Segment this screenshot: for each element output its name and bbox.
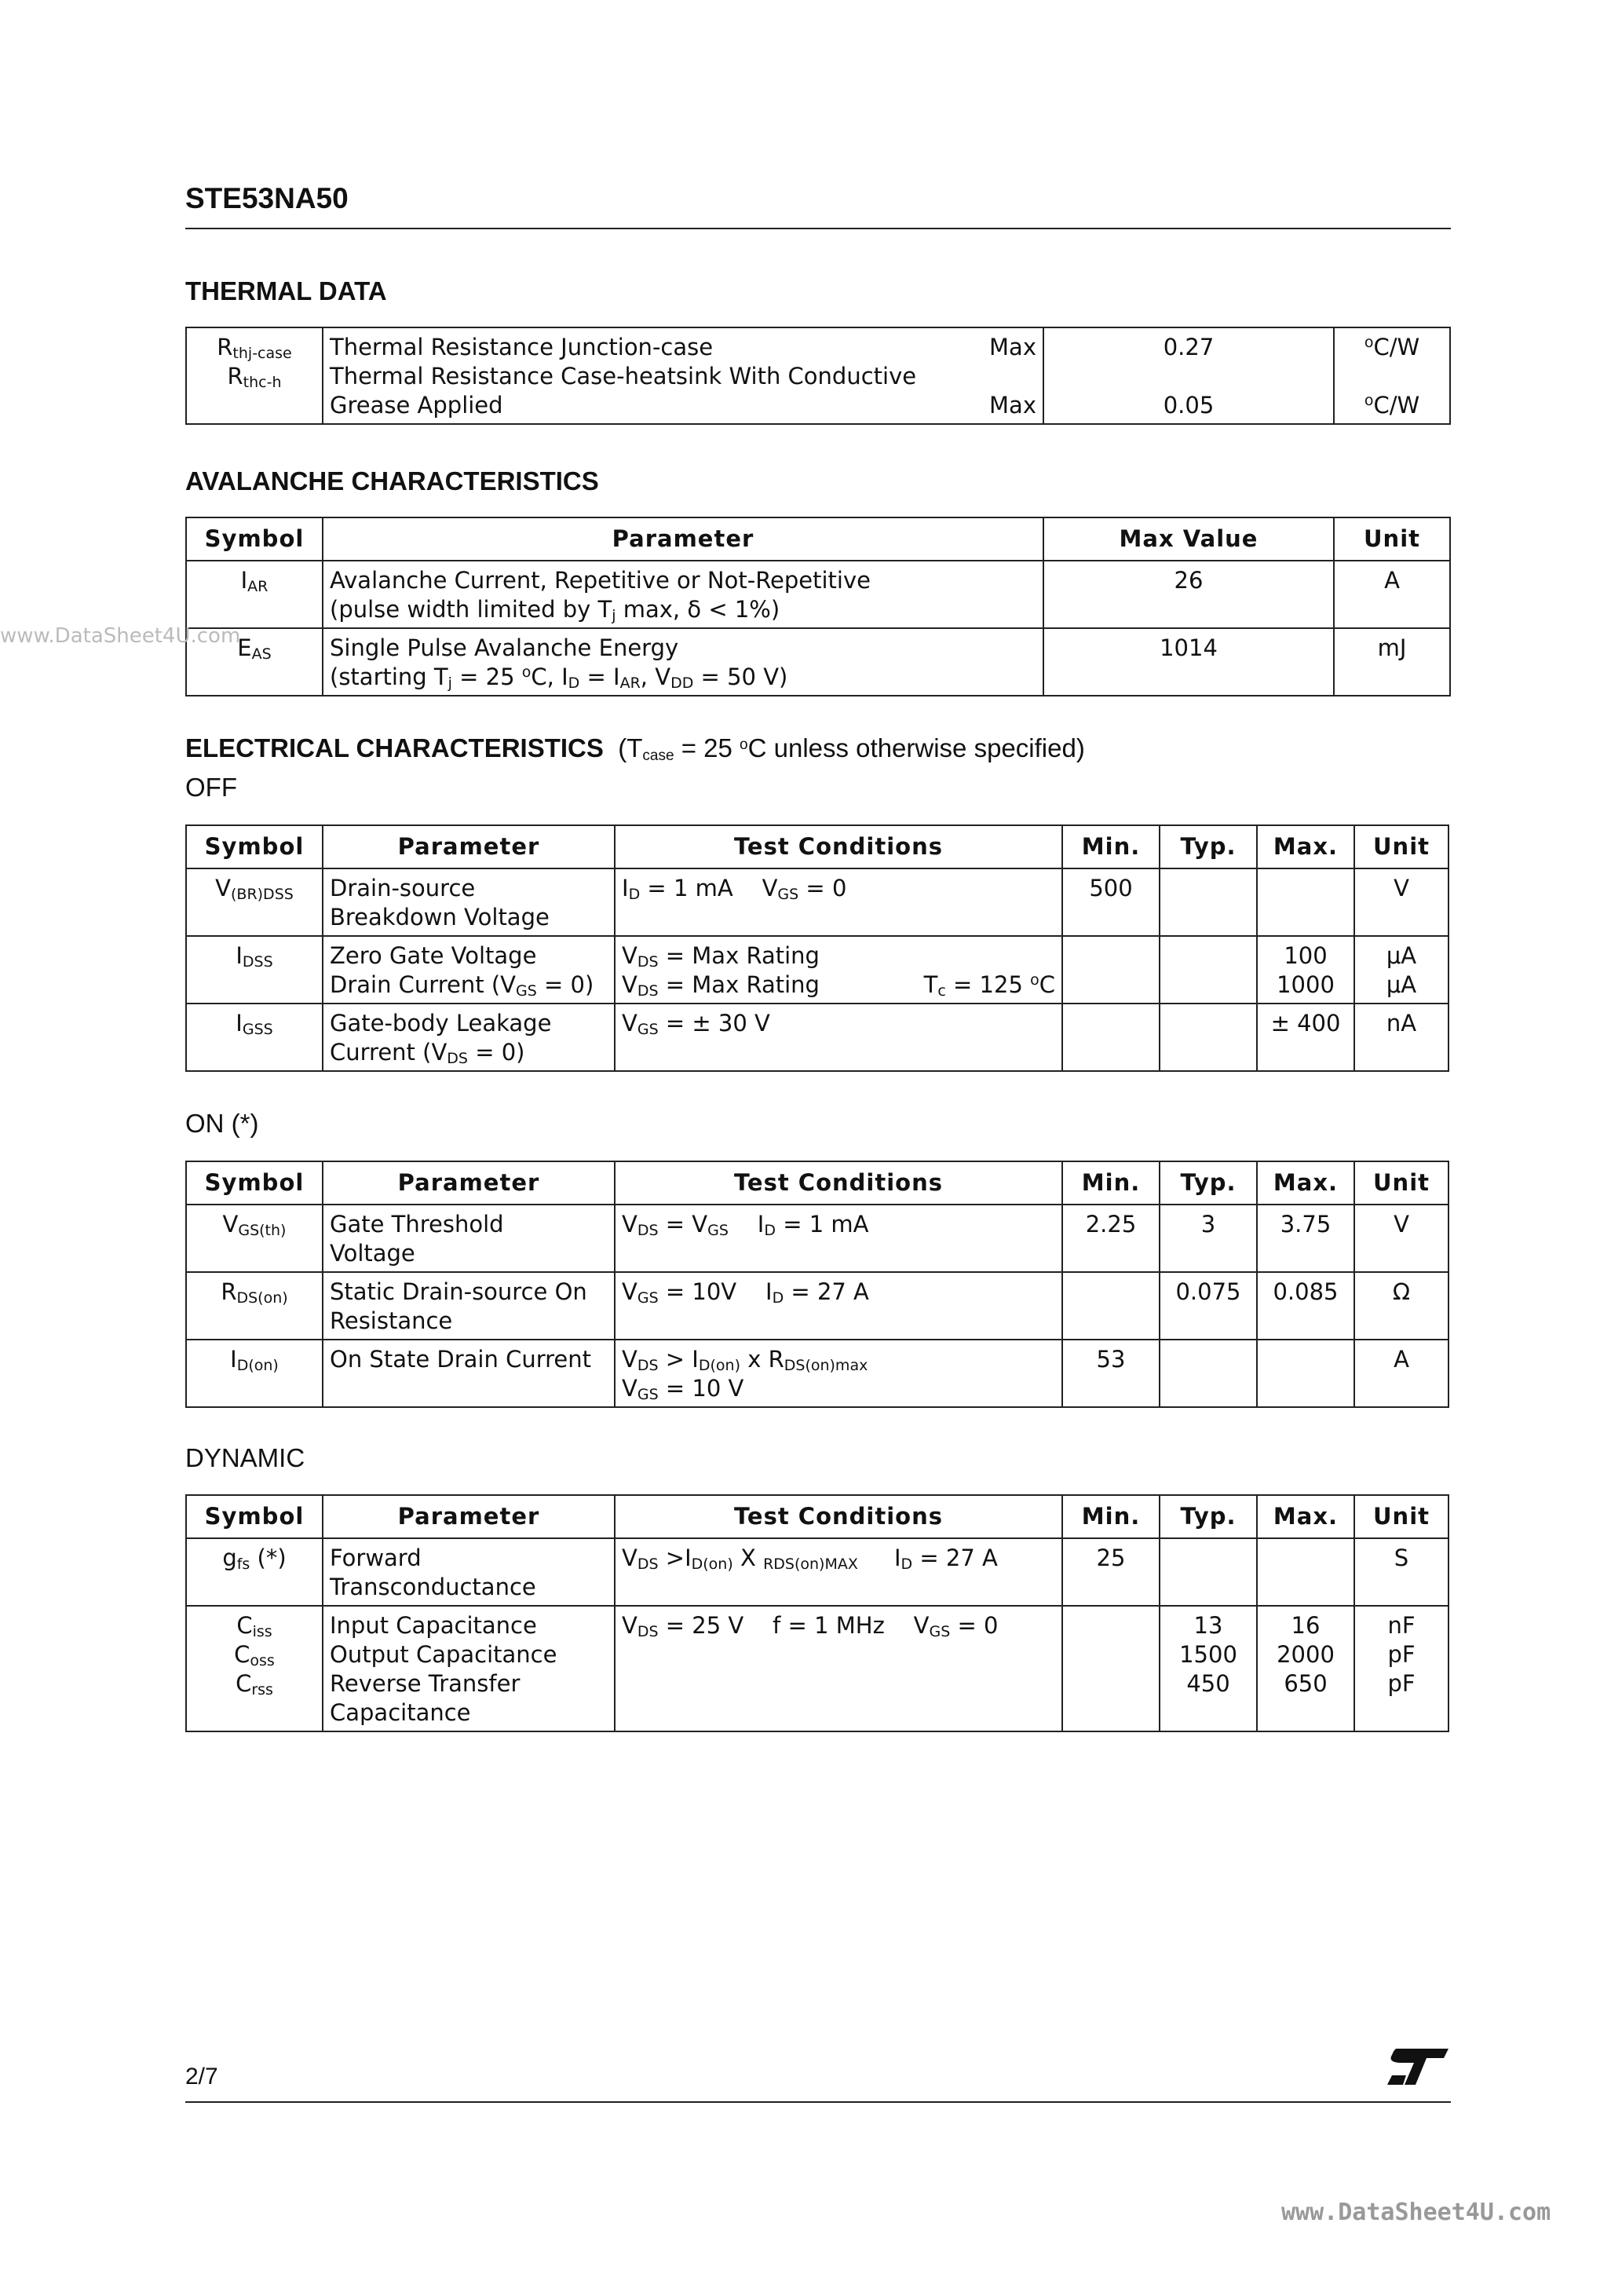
section-title-thermal: THERMAL DATA — [185, 276, 387, 305]
unit-cell: nF pF pF — [1354, 1606, 1448, 1731]
dynamic-table — [185, 1494, 1449, 1732]
parameter-cell: Avalanche Current, Repetitive or Not-Repetitive (pulse width limited by $T_j$ max, δ < 1%) — [323, 561, 1043, 628]
col-header-max: Max. — [1257, 1495, 1354, 1538]
parameter-cell: On State Drain Current — [323, 1340, 615, 1407]
symbol-cell: $V_{(BR)DSS}$ — [186, 868, 323, 936]
table-row — [186, 1205, 1448, 1272]
value-cell: 0.27 0.05 — [1043, 327, 1334, 424]
table-row — [186, 1340, 1448, 1407]
col-header-max: Max. — [1257, 825, 1354, 868]
min-cell — [1062, 1272, 1160, 1340]
unit-cell: $^o$C/W $^o$C/W — [1334, 327, 1450, 424]
typ-cell — [1160, 936, 1257, 1004]
col-header-typ: Typ. — [1160, 825, 1257, 868]
header-row — [186, 1161, 1448, 1205]
header-rule — [185, 228, 1451, 229]
min-cell: 25 — [1062, 1538, 1160, 1606]
watermark-left: www.DataSheet4U.com — [0, 624, 241, 648]
test-conditions-cell: $V_{DS} = 25$ V f = 1 MHz $V_{GS} = 0$ — [615, 1606, 1062, 1731]
symbol-cell: $E_{AS}$ — [186, 628, 323, 696]
part-number: STE53NA50 — [185, 182, 349, 214]
off-table — [185, 824, 1449, 1072]
header-row — [186, 517, 1450, 561]
max-cell: ± 400 — [1257, 1004, 1354, 1071]
unit-cell: μA μA — [1354, 936, 1448, 1004]
symbol-cell: $R_{thj-case}$ $R_{thc-h}$ — [186, 327, 323, 424]
unit-cell: mJ — [1334, 628, 1450, 696]
avalanche-table — [185, 517, 1451, 696]
symbol-cell: $g_{fs}$ (*) — [186, 1538, 323, 1606]
test-conditions-cell: $I_D = 1$ mA $V_{GS} = 0$ — [615, 868, 1062, 936]
max-cell — [1257, 868, 1354, 936]
test-conditions-cell: $V_{DS} = V_{GS}$ $I_D = 1$ mA — [615, 1205, 1062, 1272]
col-header-test-conditions: Test Conditions — [615, 1161, 1062, 1205]
header-row — [186, 825, 1448, 868]
col-header-unit: Unit — [1354, 1161, 1448, 1205]
max-cell — [1257, 1538, 1354, 1606]
col-header-min: Min. — [1062, 825, 1160, 868]
col-header-parameter: Parameter — [323, 517, 1043, 561]
thermal-table — [185, 327, 1451, 425]
electrical-conditions: ($T_{case} = 25$ $^o$C unless otherwise specified) — [618, 733, 1085, 764]
symbol-cell: $I_{DSS}$ — [186, 936, 323, 1004]
subsection-off: OFF — [185, 773, 237, 802]
parameter-cell: Thermal Resistance Junction-case Max Thermal Resistance Case-heatsink With Conductive Grease Applied Max — [323, 327, 1043, 424]
table-row — [186, 561, 1450, 628]
parameter-cell: Forward Transconductance — [323, 1538, 615, 1606]
unit-cell: A — [1354, 1340, 1448, 1407]
parameter-cell: Input Capacitance Output Capacitance Reverse Transfer Capacitance — [323, 1606, 615, 1731]
parameter-cell: Zero Gate Voltage Drain Current $(V_{GS} = 0)$ — [323, 936, 615, 1004]
table-row — [186, 936, 1448, 1004]
max-cell: 0.085 — [1257, 1272, 1354, 1340]
typ-cell — [1160, 1340, 1257, 1407]
typ-cell: 0.075 — [1160, 1272, 1257, 1340]
col-header-parameter: Parameter — [323, 1161, 615, 1205]
parameter-cell: Static Drain-source On Resistance — [323, 1272, 615, 1340]
col-header-max-value: Max Value — [1043, 517, 1334, 561]
subsection-on: ON (*) — [185, 1109, 259, 1138]
table-row — [186, 1538, 1448, 1606]
min-cell — [1062, 936, 1160, 1004]
subsection-dynamic: DYNAMIC — [185, 1443, 305, 1472]
col-header-symbol: Symbol — [186, 1495, 323, 1538]
max-cell — [1257, 1340, 1354, 1407]
unit-cell: nA — [1354, 1004, 1448, 1071]
typ-cell: 3 — [1160, 1205, 1257, 1272]
header-row — [186, 1495, 1448, 1538]
section-title-electrical: ELECTRICAL CHARACTERISTICS ($T_{case} = 25$ $^o$C unless otherwise specified) — [185, 733, 1085, 764]
col-header-symbol: Symbol — [186, 517, 323, 561]
col-header-min: Min. — [1062, 1161, 1160, 1205]
col-header-symbol: Symbol — [186, 825, 323, 868]
min-cell — [1062, 1606, 1160, 1731]
on-table — [185, 1161, 1449, 1408]
col-header-test-conditions: Test Conditions — [615, 825, 1062, 868]
unit-cell: V — [1354, 1205, 1448, 1272]
unit-cell: V — [1354, 868, 1448, 936]
typ-cell — [1160, 868, 1257, 936]
col-header-unit: Unit — [1334, 517, 1450, 561]
parameter-cell: Single Pulse Avalanche Energy (starting $T_j = 25$ $^o$C, $I_D = I_{AR}$, $V_{DD} = 50$ V) — [323, 628, 1043, 696]
unit-cell: Ω — [1354, 1272, 1448, 1340]
symbol-cell: $C_{iss}$ $C_{oss}$ $C_{rss}$ — [186, 1606, 323, 1731]
col-header-symbol: Symbol — [186, 1161, 323, 1205]
typ-cell — [1160, 1538, 1257, 1606]
max-cell: 3.75 — [1257, 1205, 1354, 1272]
test-conditions-cell: $V_{DS} >I_{D(on)}$ X $_{RDS(on)MAX}$ $I_D = 27$ A — [615, 1538, 1062, 1606]
unit-cell: A — [1334, 561, 1450, 628]
col-header-max: Max. — [1257, 1161, 1354, 1205]
table-row — [186, 628, 1450, 696]
symbol-cell: $V_{GS(th)}$ — [186, 1205, 323, 1272]
max-cell: 16 2000 650 — [1257, 1606, 1354, 1731]
table-row — [186, 1272, 1448, 1340]
col-header-typ: Typ. — [1160, 1495, 1257, 1538]
section-title-avalanche: AVALANCHE CHARACTERISTICS — [185, 466, 599, 495]
test-conditions-cell: $V_{DS}$ = Max Rating $V_{DS}$ = Max Rating $T_c = 125$ $^o$C — [615, 936, 1062, 1004]
col-header-parameter: Parameter — [323, 825, 615, 868]
symbol-cell: $R_{DS(on)}$ — [186, 1272, 323, 1340]
table-row — [186, 868, 1448, 936]
test-conditions-cell: $V_{GS}$ = ± 30 V — [615, 1004, 1062, 1071]
min-cell: 2.25 — [1062, 1205, 1160, 1272]
page-number: 2/7 — [185, 2064, 218, 2089]
test-conditions-cell: $V_{GS} = 10V$ $I_D = 27$ A — [615, 1272, 1062, 1340]
col-header-typ: Typ. — [1160, 1161, 1257, 1205]
watermark-bottom: www.DataSheet4U.com — [1281, 2199, 1551, 2226]
symbol-cell: $I_{AR}$ — [186, 561, 323, 628]
typ-cell: 13 1500 450 — [1160, 1606, 1257, 1731]
table-row — [186, 327, 1450, 424]
st-logo-icon — [1386, 2046, 1450, 2088]
symbol-cell: $I_{GSS}$ — [186, 1004, 323, 1071]
value-cell: 26 — [1043, 561, 1334, 628]
min-cell: 500 — [1062, 868, 1160, 936]
parameter-cell: Gate-body Leakage Current $(V_{DS} = 0)$ — [323, 1004, 615, 1071]
col-header-unit: Unit — [1354, 825, 1448, 868]
symbol-cell: $I_{D(on)}$ — [186, 1340, 323, 1407]
table-row — [186, 1606, 1448, 1731]
min-cell: 53 — [1062, 1340, 1160, 1407]
max-cell: 100 1000 — [1257, 936, 1354, 1004]
footer-rule — [185, 2101, 1451, 2103]
col-header-unit: Unit — [1354, 1495, 1448, 1538]
col-header-test-conditions: Test Conditions — [615, 1495, 1062, 1538]
col-header-min: Min. — [1062, 1495, 1160, 1538]
col-header-parameter: Parameter — [323, 1495, 615, 1538]
typ-cell — [1160, 1004, 1257, 1071]
unit-cell: S — [1354, 1538, 1448, 1606]
test-conditions-cell: $V_{DS} > I_{D(on)}$ x $R_{DS(on)max}$ $V_{GS} = 10$ V — [615, 1340, 1062, 1407]
value-cell: 1014 — [1043, 628, 1334, 696]
table-row — [186, 1004, 1448, 1071]
min-cell — [1062, 1004, 1160, 1071]
parameter-cell: Gate Threshold Voltage — [323, 1205, 615, 1272]
parameter-cell: Drain-source Breakdown Voltage — [323, 868, 615, 936]
